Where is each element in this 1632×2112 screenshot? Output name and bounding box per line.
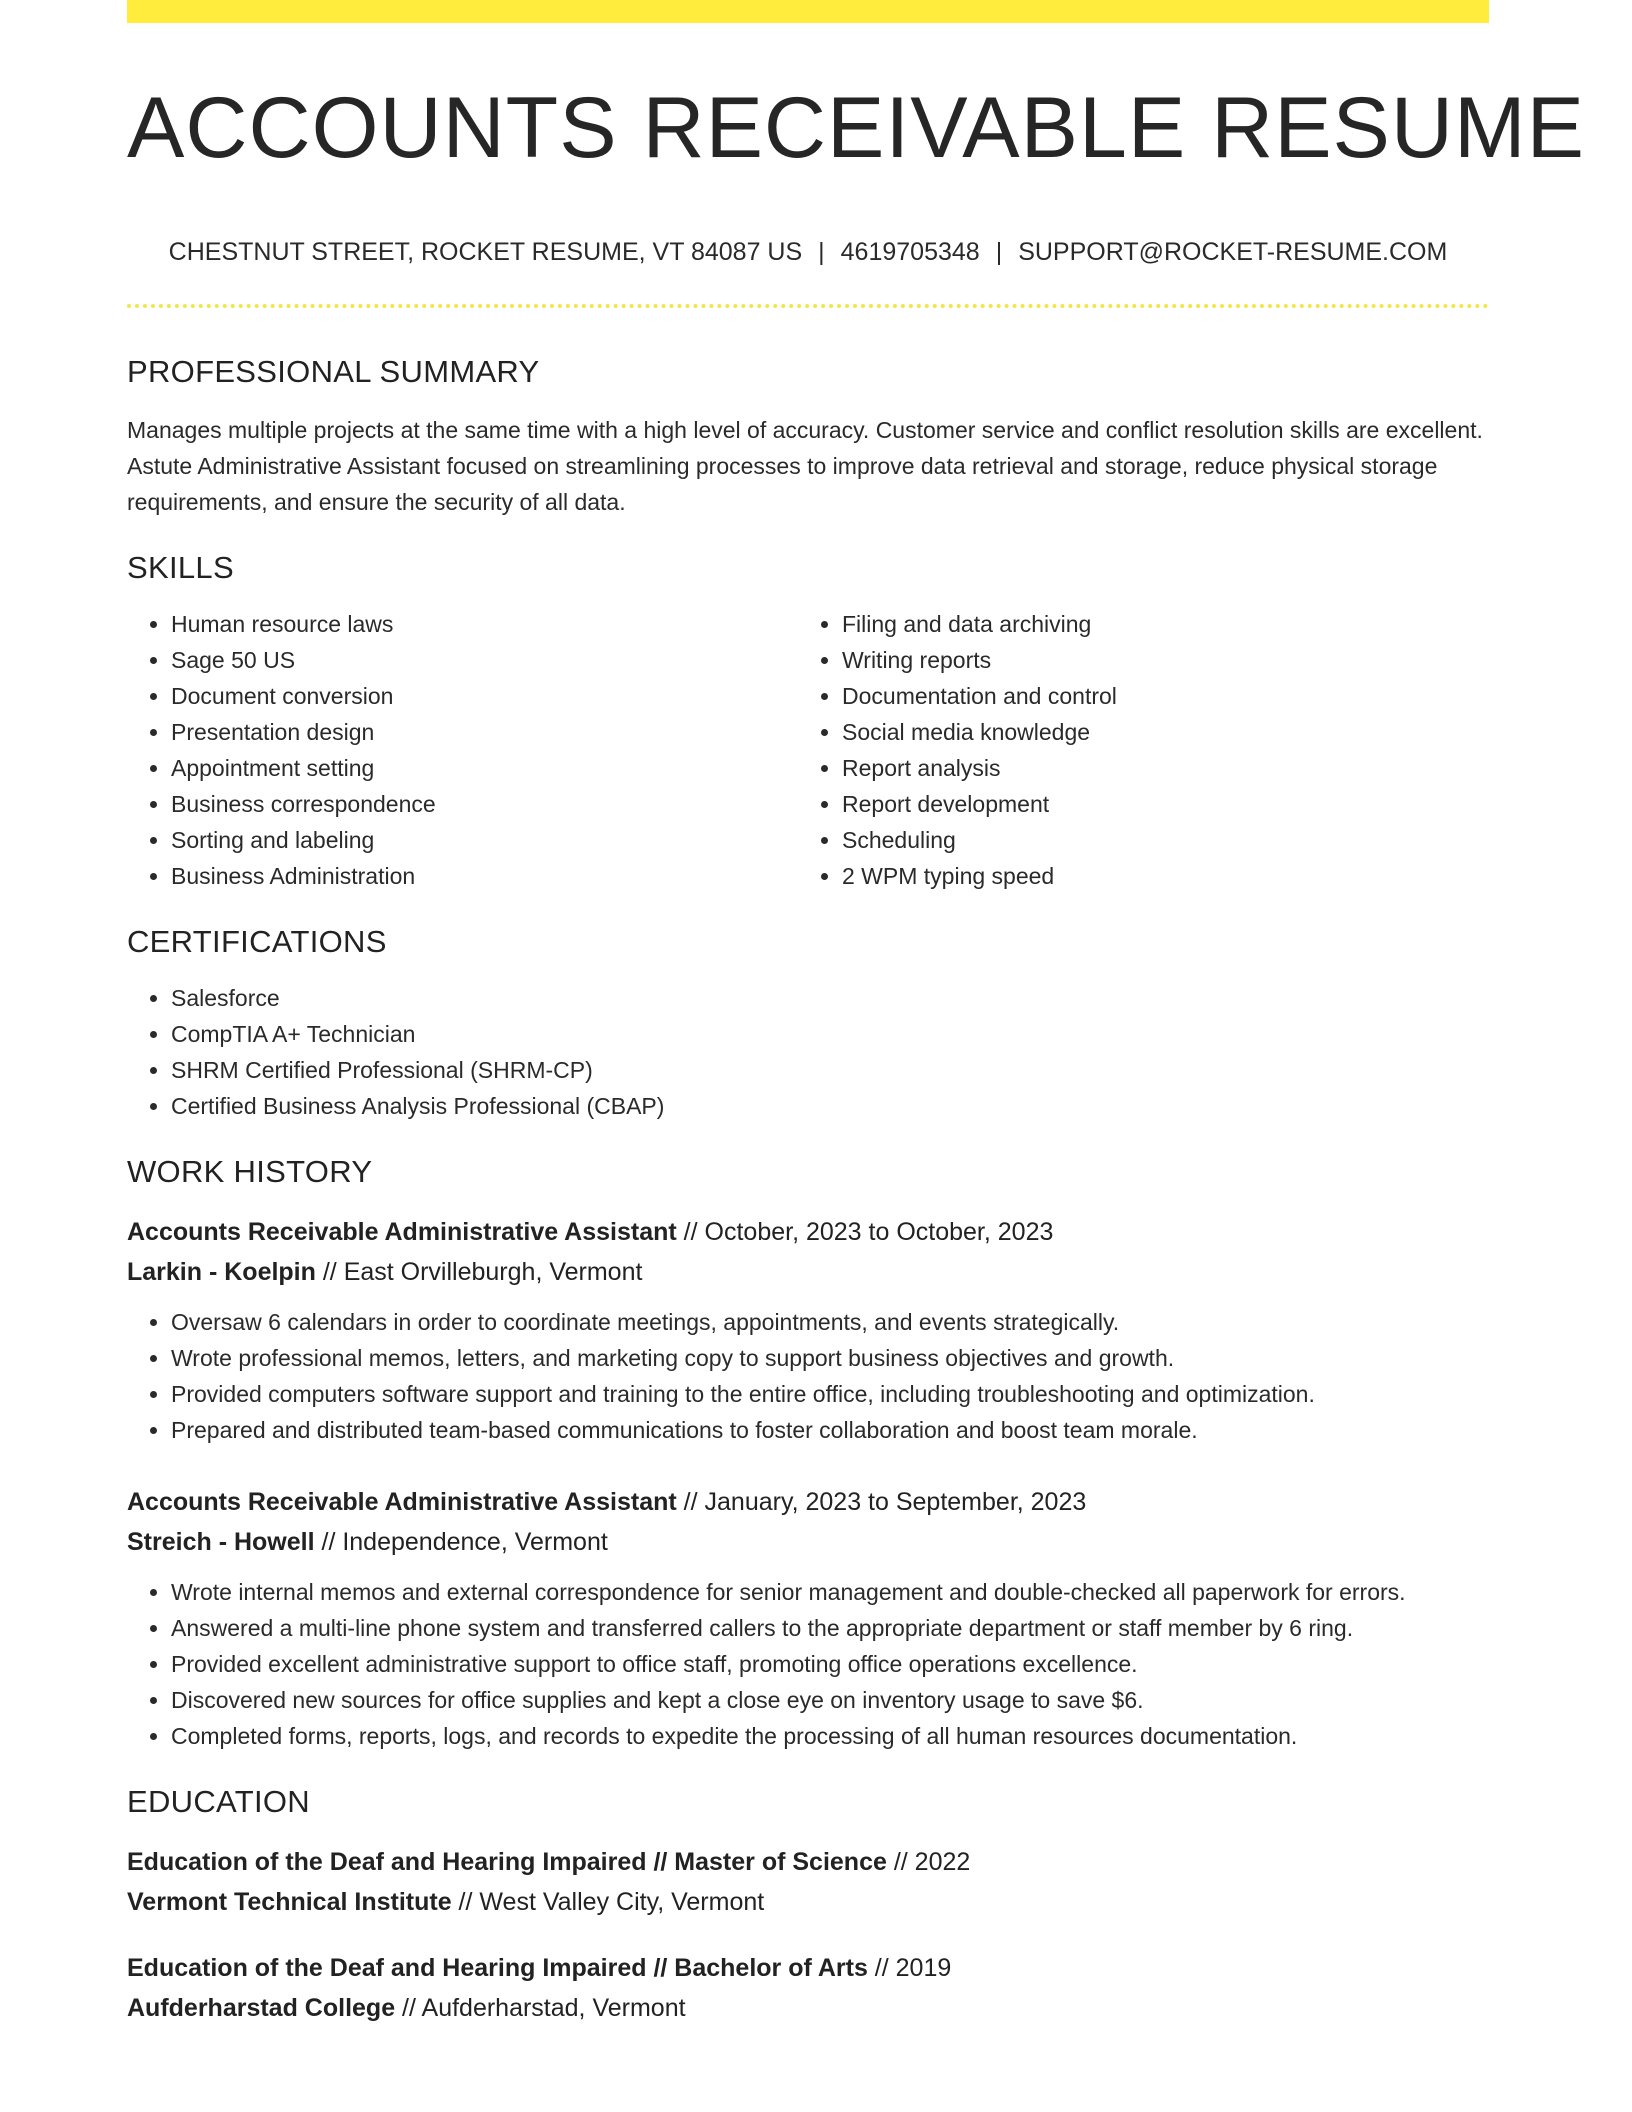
education-entry xyxy=(127,1842,1489,1922)
skill-item: • Writing reports xyxy=(842,642,1513,678)
skill-item: • Document conversion xyxy=(171,678,798,714)
school-location: // West Valley City, Vermont xyxy=(451,1888,765,1916)
school-location: // Aufderharstad, Vermont xyxy=(395,1994,686,2022)
skill-item: • Presentation design xyxy=(171,714,798,750)
skill-item: • Report analysis xyxy=(842,750,1513,786)
skills-section xyxy=(127,546,1489,894)
job-title: Accounts Receivable Administrative Assistant xyxy=(127,1218,677,1246)
skills-list-right xyxy=(798,606,1513,894)
degree-year: // 2019 xyxy=(867,1954,952,1982)
certification-item: • SHRM Certified Professional (SHRM-CP) xyxy=(171,1052,1489,1088)
job-bullet: • Oversaw 6 calendars in order to coordinate meetings, appointments, and events strategically. xyxy=(171,1304,1489,1340)
job-title: Accounts Receivable Administrative Assistant xyxy=(127,1488,677,1516)
job-entry xyxy=(127,1212,1489,1448)
summary-text: Manages multiple projects at the same time with a high level of accuracy. Customer service and conflict resolution skills are excellent. Astute Administrative Assistant focused on streamlining processes to improve data retrieval and storage, reduce physical storage requirements, and ensure the security of all data. xyxy=(127,417,1483,515)
contact-address: CHESTNUT STREET, ROCKET RESUME, VT 84087 US xyxy=(168,238,803,266)
skills-list-left xyxy=(127,606,798,894)
skill-item: • Human resource laws xyxy=(171,606,798,642)
degree-line xyxy=(127,1842,1489,1882)
job-company: Larkin - Koelpin xyxy=(127,1258,316,1286)
job-dates: // October, 2023 to October, 2023 xyxy=(676,1218,1054,1246)
job-bullet: • Wrote professional memos, letters, and marketing copy to support business objectives and growth. xyxy=(171,1340,1489,1376)
skill-item: • Business correspondence xyxy=(171,786,798,822)
skill-item: • Scheduling xyxy=(842,822,1513,858)
certification-item: • CompTIA A+ Technician xyxy=(171,1016,1489,1052)
education-section xyxy=(127,1780,1489,2028)
contact-separator: | xyxy=(818,238,825,266)
skills-columns xyxy=(127,606,1489,894)
header-divider xyxy=(127,304,1489,308)
job-bullets xyxy=(127,1304,1489,1448)
job-company: Streich - Howell xyxy=(127,1528,315,1556)
degree: Education of the Deaf and Hearing Impaired // Master of Science xyxy=(127,1848,887,1876)
skill-item: • Report development xyxy=(842,786,1513,822)
degree-year: // 2022 xyxy=(886,1848,971,1876)
skill-item: • Social media knowledge xyxy=(842,714,1513,750)
degree-line xyxy=(127,1948,1489,1988)
certification-item: • Salesforce xyxy=(171,980,1489,1016)
contact-line xyxy=(127,236,1489,268)
job-location: // East Orvilleburgh, Vermont xyxy=(315,1258,643,1286)
job-bullet: • Completed forms, reports, logs, and records to expedite the processing of all human resources documentation. xyxy=(171,1718,1489,1754)
summary-heading: PROFESSIONAL SUMMARY xyxy=(127,354,540,389)
degree: Education of the Deaf and Hearing Impaired // Bachelor of Arts xyxy=(127,1954,868,1982)
accent-bar xyxy=(127,0,1489,23)
job-dates: // January, 2023 to September, 2023 xyxy=(676,1488,1087,1516)
skill-item: • Sorting and labeling xyxy=(171,822,798,858)
certifications-heading: CERTIFICATIONS xyxy=(127,924,387,959)
work-history-section xyxy=(127,1150,1489,1754)
job-bullet: • Provided computers software support and training to the entire office, including troubleshooting and optimization. xyxy=(171,1376,1489,1412)
job-title-line xyxy=(127,1482,1489,1522)
school-line xyxy=(127,1988,1489,2028)
skill-item: • Filing and data archiving xyxy=(842,606,1513,642)
education-heading: EDUCATION xyxy=(127,1784,310,1819)
certifications-section xyxy=(127,920,1489,1124)
job-entry xyxy=(127,1482,1489,1754)
job-bullet: • Provided excellent administrative support to office staff, promoting office operations excellence. xyxy=(171,1646,1489,1682)
school: Aufderharstad College xyxy=(127,1994,396,2022)
skills-heading: SKILLS xyxy=(127,550,234,585)
skill-item: • 2 WPM typing speed xyxy=(842,858,1513,894)
work-history-heading: WORK HISTORY xyxy=(127,1154,373,1189)
contact-email: SUPPORT@ROCKET-RESUME.COM xyxy=(1018,238,1448,266)
job-bullet: • Wrote internal memos and external correspondence for senior management and double-checked all paperwork for errors. xyxy=(171,1574,1489,1610)
certifications-list xyxy=(127,980,1489,1124)
school-line xyxy=(127,1882,1489,1922)
skill-item: • Sage 50 US xyxy=(171,642,798,678)
contact-phone: 4619705348 xyxy=(840,238,980,266)
skill-item: • Documentation and control xyxy=(842,678,1513,714)
school: Vermont Technical Institute xyxy=(127,1888,452,1916)
job-bullet: • Prepared and distributed team-based communications to foster collaboration and boost team morale. xyxy=(171,1412,1489,1448)
certification-item: • Certified Business Analysis Professional (CBAP) xyxy=(171,1088,1489,1124)
job-company-line xyxy=(127,1252,1489,1292)
resume-body xyxy=(127,350,1489,2028)
job-location: // Independence, Vermont xyxy=(314,1528,608,1556)
skill-item: • Business Administration xyxy=(171,858,798,894)
skill-item: • Appointment setting xyxy=(171,750,798,786)
job-bullet: • Answered a multi-line phone system and transferred callers to the appropriate department or staff member by 6 ring. xyxy=(171,1610,1489,1646)
resume-title: ACCOUNTS RECEIVABLE RESUME xyxy=(127,80,1586,176)
job-company-line xyxy=(127,1522,1489,1562)
contact-separator: | xyxy=(995,238,1003,266)
education-entry xyxy=(127,1948,1489,2028)
job-bullets xyxy=(127,1574,1489,1754)
summary-section xyxy=(127,350,1489,520)
job-title-line xyxy=(127,1212,1489,1252)
job-bullet: • Discovered new sources for office supplies and kept a close eye on inventory usage to save $6. xyxy=(171,1682,1489,1718)
